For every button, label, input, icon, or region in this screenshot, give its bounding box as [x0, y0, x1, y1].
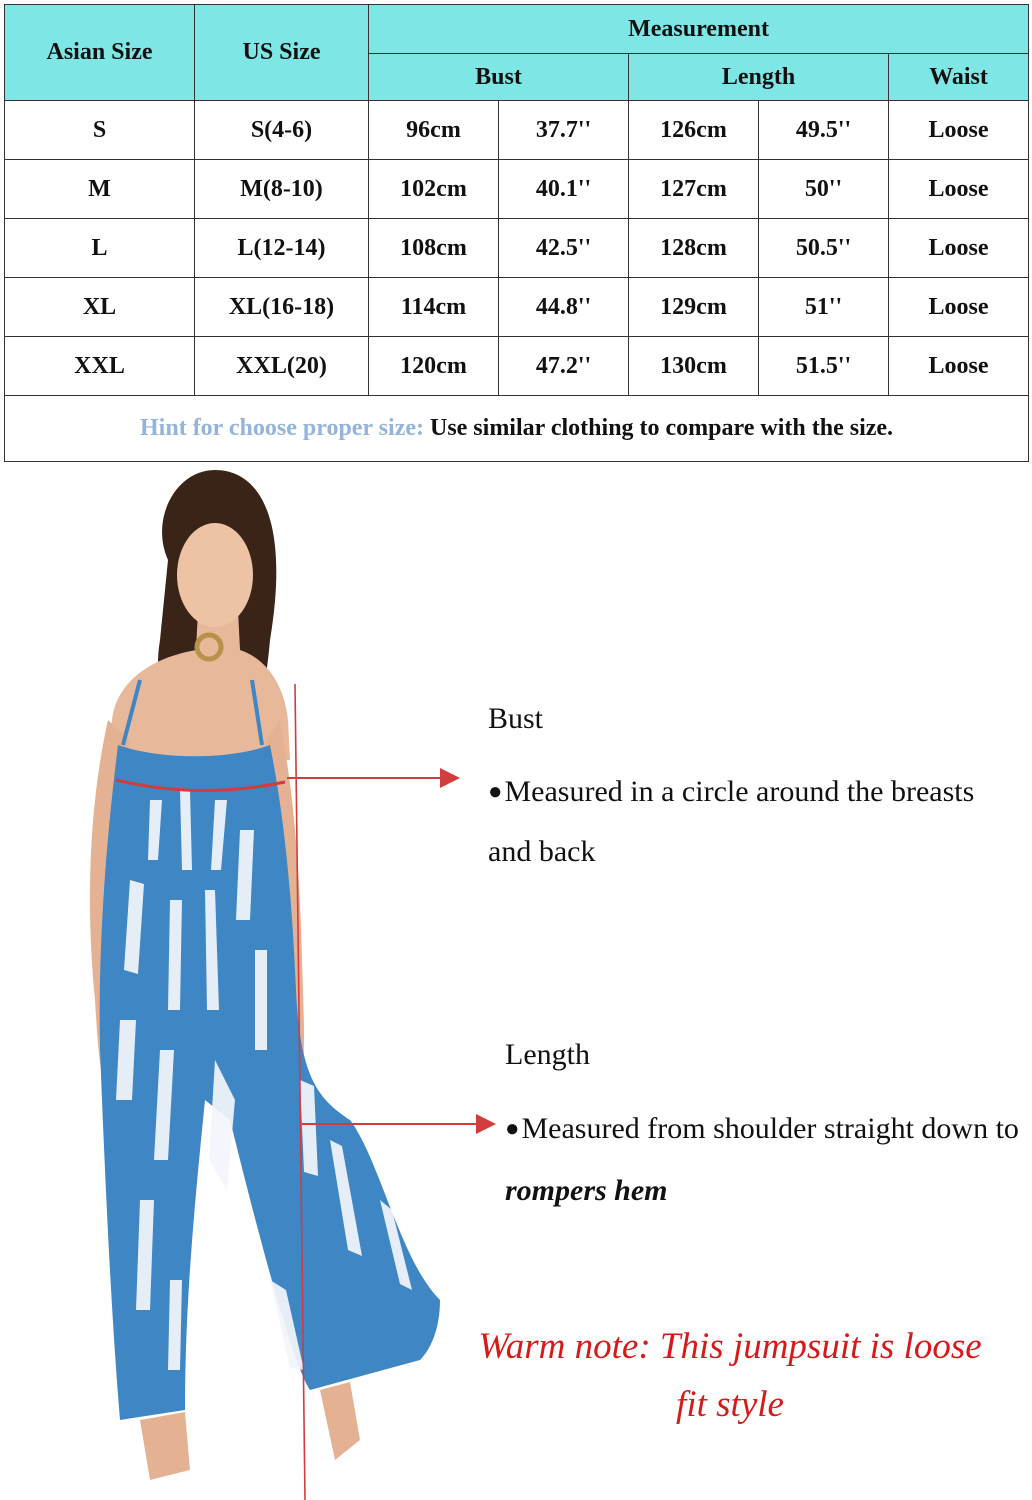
bust-description-text: Measured in a circle around the breasts and back [488, 775, 975, 868]
face-shape [177, 523, 253, 627]
length-in-cell: 51.5'' [759, 337, 889, 396]
bust-cm-cell: 120cm [369, 337, 499, 396]
bust-cm-cell: 96cm [369, 101, 499, 160]
asian-size-cell: L [5, 219, 195, 278]
table-row [5, 101, 1029, 160]
bust-cm-cell: 108cm [369, 219, 499, 278]
measurement-header: Measurement [369, 5, 1029, 54]
asian-size-header: Asian Size [5, 5, 195, 101]
length-cm-cell: 127cm [629, 160, 759, 219]
length-description-text: Measured from shoulder straight down to [521, 1112, 1019, 1145]
bust-in-cell: 40.1'' [499, 160, 629, 219]
asian-size-cell: M [5, 160, 195, 219]
length-title: Length [505, 1038, 590, 1071]
waist-cell: Loose [889, 101, 1029, 160]
hint-text: Use similar clothing to compare with the size. [429, 415, 894, 441]
waist-cell: Loose [889, 160, 1029, 219]
asian-size-cell: XL [5, 278, 195, 337]
length-cm-cell: 129cm [629, 278, 759, 337]
hint-cell [5, 396, 1029, 462]
us-size-cell: XL(16-18) [195, 278, 369, 337]
model-photo [0, 466, 450, 1500]
table-row [5, 278, 1029, 337]
warm-note [430, 1318, 1030, 1434]
waist-cell: Loose [889, 219, 1029, 278]
bust-in-cell: 42.5'' [499, 219, 629, 278]
length-in-cell: 50.5'' [759, 219, 889, 278]
size-chart-table [4, 4, 1029, 462]
table-row [5, 337, 1029, 396]
waist-cell: Loose [889, 337, 1029, 396]
length-cm-cell: 130cm [629, 337, 759, 396]
us-size-cell: XXL(20) [195, 337, 369, 396]
length-description [505, 1098, 1025, 1222]
asian-size-cell: S [5, 101, 195, 160]
asian-size-cell: XXL [5, 337, 195, 396]
table-row [5, 219, 1029, 278]
bullet-icon: ● [505, 1116, 520, 1142]
us-size-cell: M(8-10) [195, 160, 369, 219]
bust-title: Bust [488, 702, 544, 735]
bust-in-cell: 47.2'' [499, 337, 629, 396]
length-description-emphasis: rompers hem [505, 1174, 668, 1207]
us-size-cell: S(4-6) [195, 101, 369, 160]
warm-note-line-2: fit style [676, 1384, 784, 1425]
right-foot-shape [320, 1382, 360, 1460]
length-cm-cell: 126cm [629, 101, 759, 160]
bust-cm-cell: 114cm [369, 278, 499, 337]
length-cm-cell: 128cm [629, 219, 759, 278]
waist-cell: Loose [889, 278, 1029, 337]
length-header: Length [629, 54, 889, 101]
length-in-cell: 50'' [759, 160, 889, 219]
length-in-cell: 49.5'' [759, 101, 889, 160]
bust-header: Bust [369, 54, 629, 101]
bust-cm-cell: 102cm [369, 160, 499, 219]
bust-description [488, 762, 1008, 882]
bust-in-cell: 44.8'' [499, 278, 629, 337]
table-header-row [5, 5, 1029, 54]
warm-note-line-1: Warm note: This jumpsuit is loose [478, 1326, 982, 1367]
bullet-icon: ● [488, 779, 503, 805]
waist-header: Waist [889, 54, 1029, 101]
table-row [5, 160, 1029, 219]
left-foot-shape [140, 1412, 190, 1480]
bust-in-cell: 37.7'' [499, 101, 629, 160]
us-size-cell: L(12-14) [195, 219, 369, 278]
hint-label: Hint for choose proper size: [140, 415, 424, 441]
length-in-cell: 51'' [759, 278, 889, 337]
us-size-header: US Size [195, 5, 369, 101]
hint-row [5, 396, 1029, 462]
